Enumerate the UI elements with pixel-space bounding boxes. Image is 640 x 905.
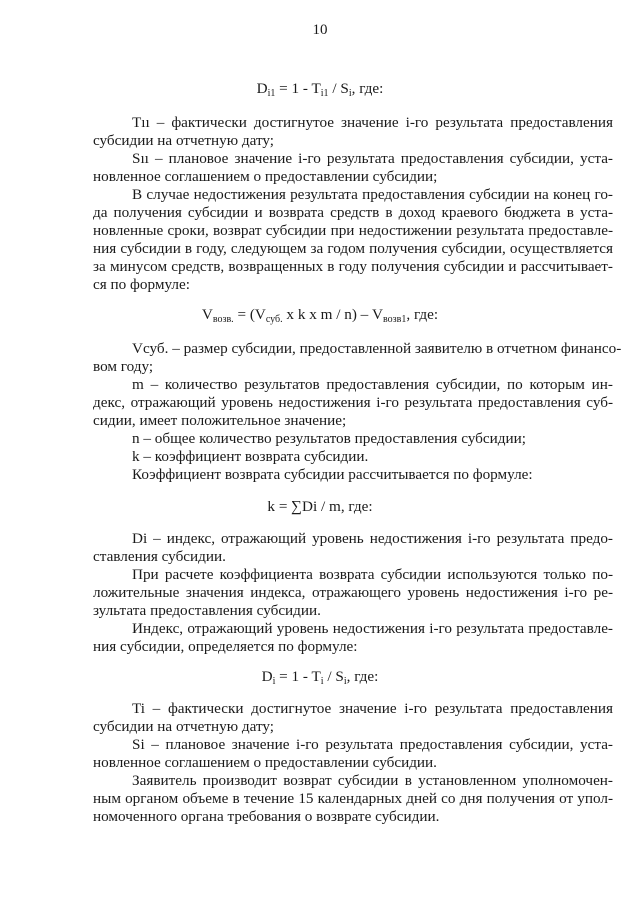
paragraph-line: ставления субсидии.	[93, 548, 226, 565]
paragraph-line: декс, отражающий уровень недостижения i-го результата предоставления суб-	[93, 394, 613, 411]
paragraph-line: Vсуб. – размер субсидии, предоставленной заявителю в отчетном финансо-	[132, 340, 622, 357]
paragraph-line: да получения субсидии и возврата средств в доход краевого бюджета в уста-	[93, 204, 613, 221]
paragraph-line: новленное соглашением о предоставлении субсидии;	[93, 168, 438, 185]
formula-subscript: i1	[320, 88, 329, 99]
formula-k: k = ∑Di / m, где:	[267, 498, 373, 515]
formula-text: , где:	[346, 668, 379, 685]
formula-subscript: i	[343, 676, 347, 687]
paragraph-line: Di – индекс, отражающий уровень недостижения i-го результата предо-	[132, 530, 613, 547]
paragraph-line: за минусом средств, возвращенных в году получения субсидии и рассчитывает-	[93, 258, 613, 275]
paragraph-line: Индекс, отражающий уровень недостижения i-го результата предоставле-	[132, 620, 613, 637]
formula-text: x k x m / n) – V	[282, 306, 384, 323]
formula-text: = 1 - T	[275, 80, 321, 97]
formula-text: , где:	[351, 80, 384, 97]
formula-subscript: i1	[267, 88, 276, 99]
formula-subscript: i	[348, 88, 352, 99]
paragraph-line: ния субсидии, определяется по формуле:	[93, 638, 358, 655]
formula-text: D	[256, 80, 268, 97]
paragraph-line: сидии, имеет положительное значение;	[93, 412, 347, 429]
paragraph-line: новленные сроки, возврат субсидии при недостижении результата предоставле-	[93, 222, 613, 239]
paragraph-line: Si – плановое значение i-го результата предоставления субсидии, уста-	[132, 736, 613, 753]
formula-text: = (V	[233, 306, 266, 323]
page-number: 10	[312, 22, 328, 38]
formula-text: = 1 - T	[275, 668, 321, 685]
formula-subscript: возв.	[212, 314, 234, 325]
paragraph-line: k – коэффициент возврата субсидии.	[132, 448, 369, 465]
paragraph-line: ным органом объеме в течение 15 календарных дней со дня получения от упол-	[93, 790, 613, 807]
paragraph-line: Ti – фактически достигнутое значение i-го результата предоставления	[132, 700, 613, 717]
formula-text: / S	[323, 668, 344, 685]
paragraph-line: Коэффициент возврата субсидии рассчитывается по формуле:	[132, 466, 533, 483]
formula-d-i1	[0, 80, 640, 98]
formula-text: D	[261, 668, 273, 685]
paragraph-line: номоченного органа требования о возврате субсидии.	[93, 808, 440, 825]
paragraph-line: зультата предоставления субсидии.	[93, 602, 321, 619]
paragraph-line: ложительные значения индекса, отражающего уровень недостижения i-го ре-	[93, 584, 613, 601]
paragraph-line: субсидии на отчетную дату;	[93, 718, 275, 735]
paragraph-line: n – общее количество результатов предоставления субсидии;	[132, 430, 526, 447]
formula-text: , где:	[406, 306, 439, 323]
formula-subscript: i	[320, 676, 324, 687]
formula-subscript: возв1	[383, 314, 407, 325]
formula-subscript: i	[272, 676, 276, 687]
formula-text: / S	[328, 80, 349, 97]
paragraph-line: вом году;	[93, 358, 154, 375]
paragraph-line: Тıı – фактически достигнутое значение i-го результата предоставления	[132, 114, 613, 131]
paragraph-line: ния субсидии в году, следующем за годом получения субсидии, осуществляется	[93, 240, 613, 257]
formula-d-i	[0, 668, 640, 686]
paragraph-line: Заявитель производит возврат субсидии в установленном уполномочен-	[132, 772, 613, 789]
formula-subscript: суб.	[265, 314, 283, 325]
formula-text: V	[201, 306, 213, 323]
paragraph-line: новленное соглашением о предоставлении субсидии.	[93, 754, 437, 771]
paragraph-line: ся по формуле:	[93, 276, 190, 293]
formula-v-vozv	[0, 306, 640, 324]
paragraph-line: Sıı – плановое значение i-го результата предоставления субсидии, уста-	[132, 150, 613, 167]
paragraph-line: m – количество результатов предоставления субсидии, по которым ин-	[132, 376, 613, 393]
paragraph-line: субсидии на отчетную дату;	[93, 132, 275, 149]
paragraph-line: В случае недостижения результата предоставления субсидии на конец го-	[132, 186, 613, 203]
paragraph-line: При расчете коэффициента возврата субсидии используются только по-	[132, 566, 613, 583]
